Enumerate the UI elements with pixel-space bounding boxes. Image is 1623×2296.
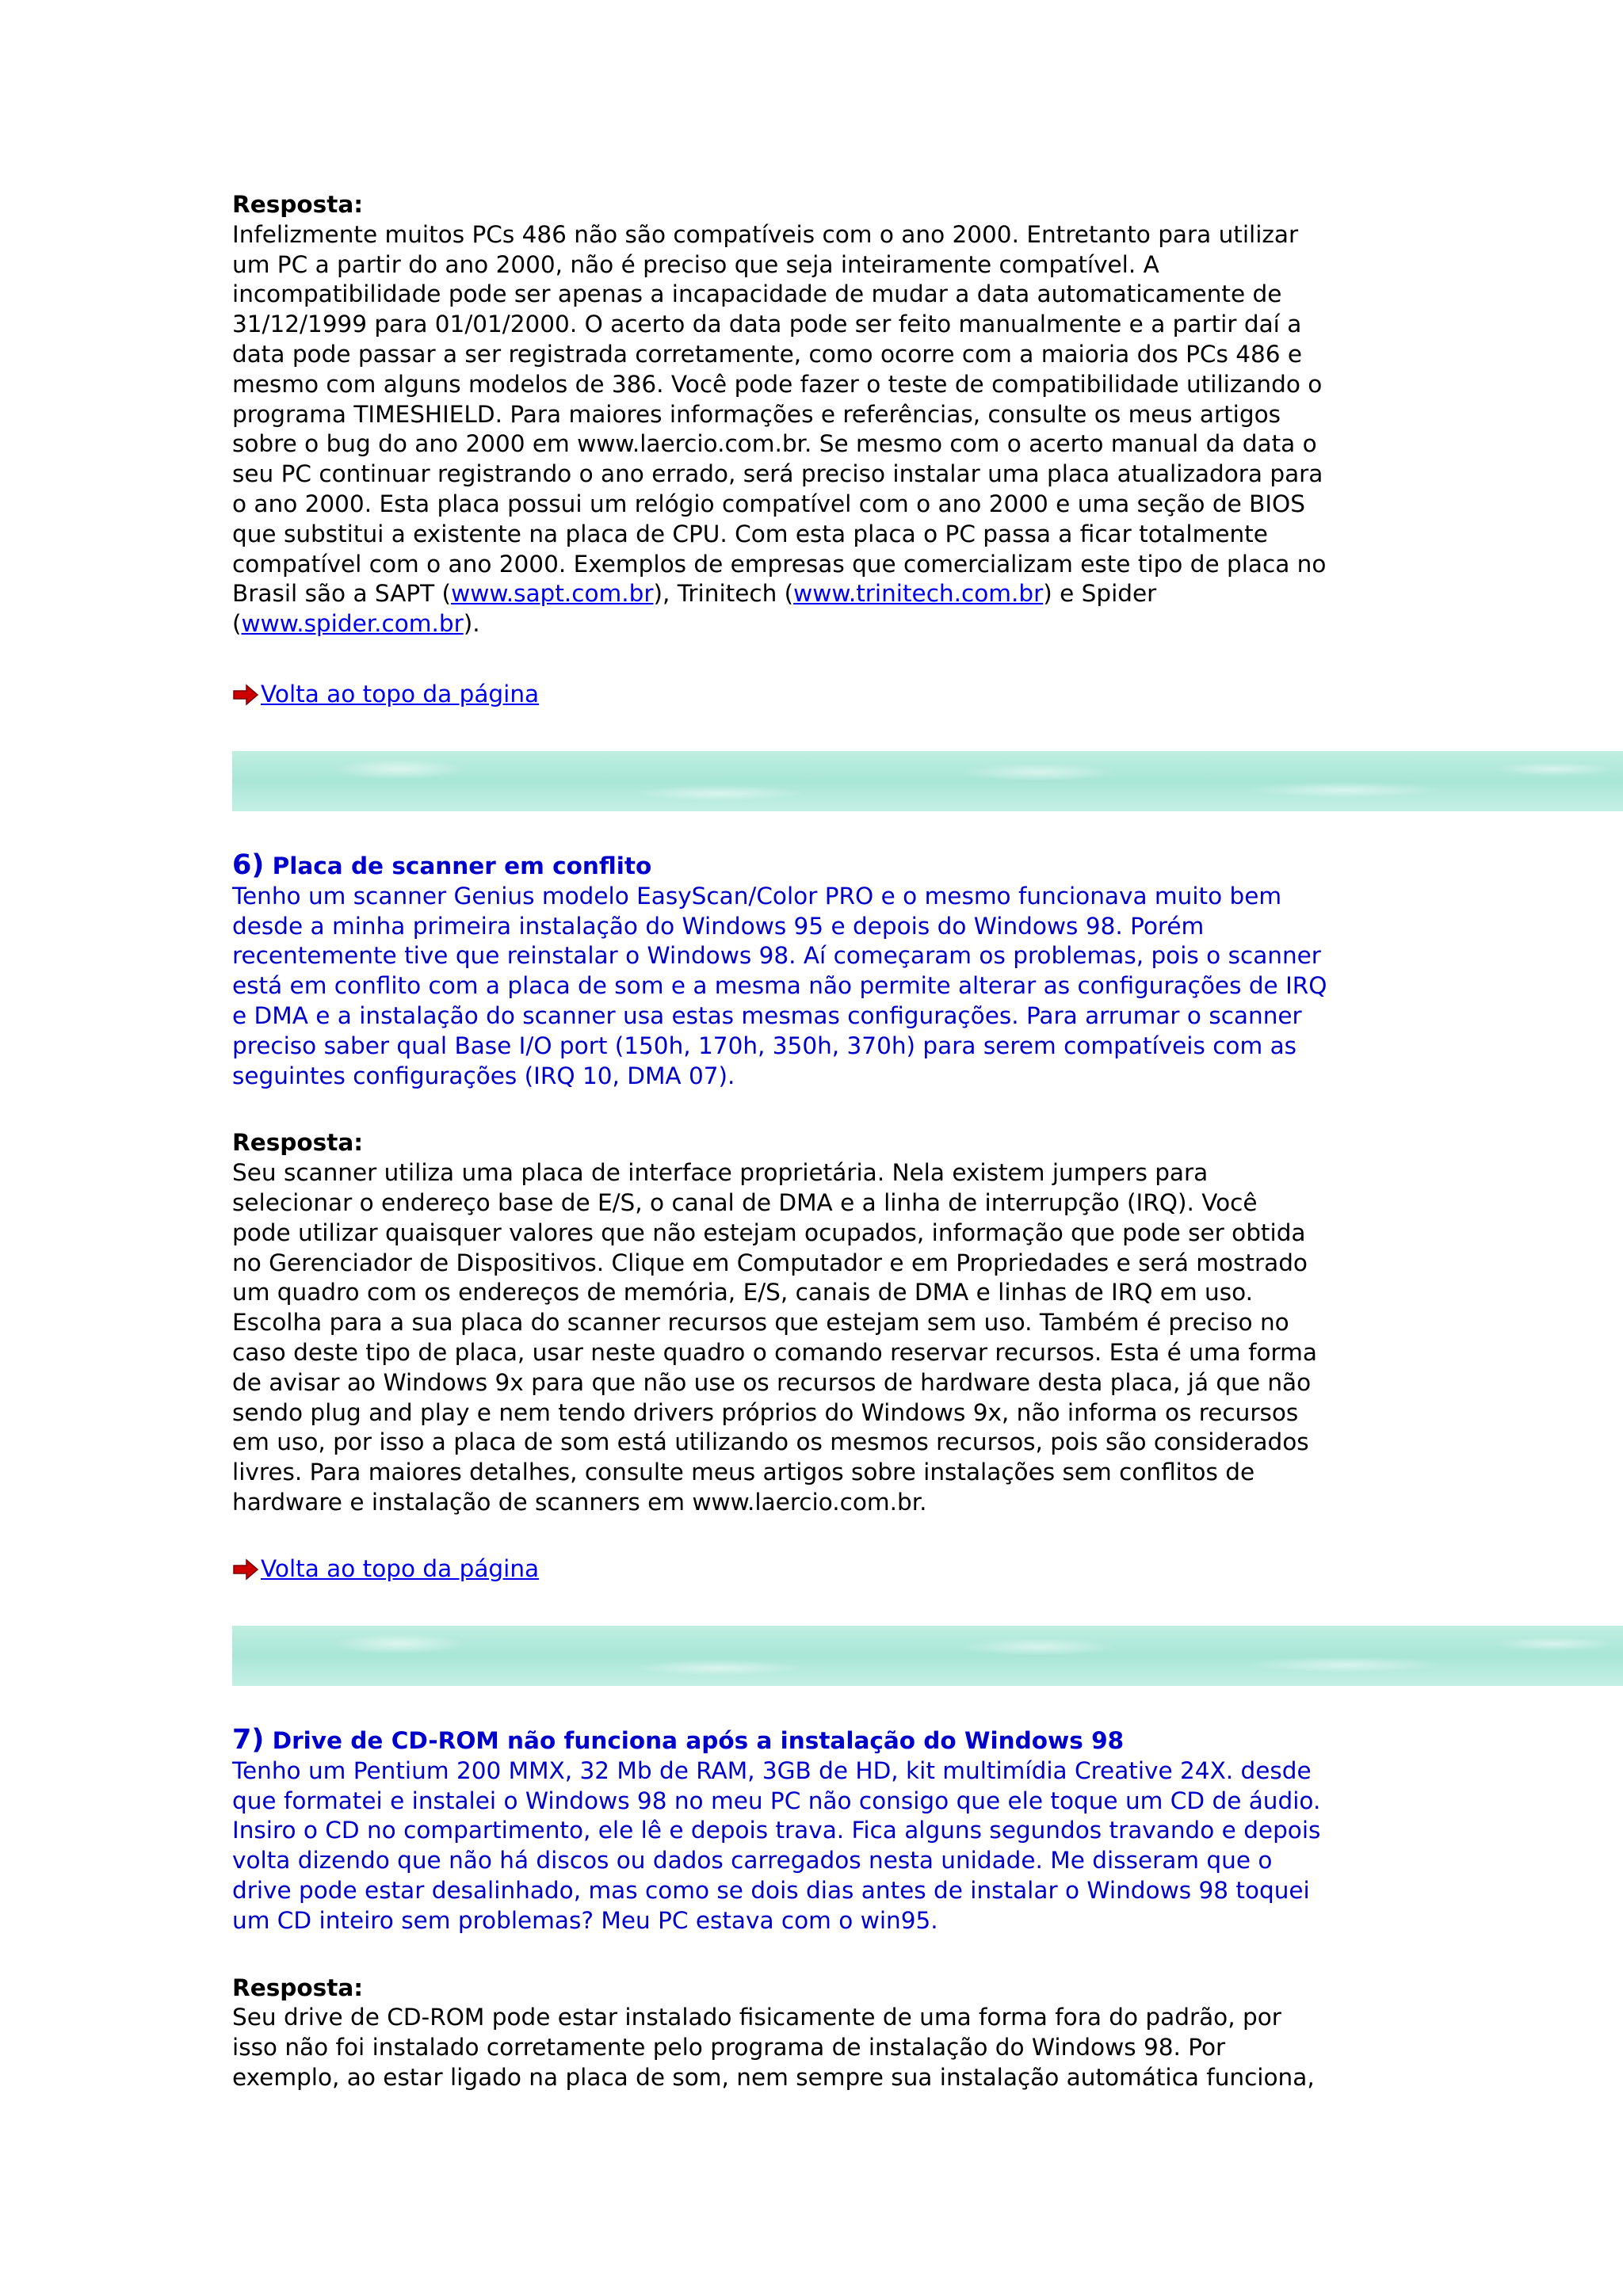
answer-line: um PC a partir do ano 2000, não é preciso que seja inteiramente compatível. A [232,250,1159,278]
section-divider [232,751,1623,811]
answer-line: que substitui a existente na placa de CPU. Com esta placa o PC passa a ficar totalmente [232,520,1268,547]
answer-line: isso não foi instalado corretamente pelo programa de instalação do Windows 98. Por [232,2034,1226,2061]
question-line: Tenho um Pentium 200 MMX, 32 Mb de RAM, 3GB de HD, kit multimídia Creative 24X. desde [232,1756,1312,1784]
section-5-answer [232,190,1405,639]
answer-line: Escolha para a sua placa do scanner recursos que estejam sem uso. Também é preciso no [232,1309,1289,1337]
red-arrow-icon [232,1558,259,1581]
question-line: volta dizendo que não há discos ou dados carregados nesta unidade. Me disseram que o [232,1847,1273,1875]
answer-line: sendo plug and play e nem tendo drivers próprios do Windows 9x, não informa os recursos [232,1398,1299,1426]
question-title [232,1726,1405,1756]
answer-line: Seu scanner utiliza uma placa de interface proprietária. Nela existem jumpers para [232,1159,1209,1187]
answer-text-fragment: ( [232,610,242,638]
answer-text-fragment: ). [463,610,480,638]
question-line: Tenho um scanner Genius modelo EasyScan/Color PRO e o mesmo funcionava muito bem [232,882,1282,910]
answer-text [232,220,1405,639]
question-line: desde a minha primeira instalação do Windows 95 e depois do Windows 98. Porém [232,912,1205,940]
answer-line: o ano 2000. Esta placa possui um relógio compatível com o ano 2000 e uma seção de BIOS [232,490,1305,517]
question-text [232,1756,1405,1936]
question-heading: Drive de CD-ROM não funciona após a instalação do Windows 98 [272,1727,1125,1754]
link-trinitech[interactable]: www.trinitech.com.br [793,580,1044,608]
answer-text-fragment: ), Trinitech ( [653,580,794,608]
section-divider [232,1626,1623,1686]
back-to-top-link[interactable]: Volta ao topo da página [261,681,540,707]
answer-text-fragment: ) e Spider [1043,580,1157,608]
answer-line: Seu drive de CD-ROM pode estar instalado fisicamente de uma forma fora do padrão, por [232,2004,1281,2031]
question-line: e DMA e a instalação do scanner usa estas mesmas configurações. Para arrumar o scanner [232,1001,1302,1029]
answer-line: data pode passar a ser registrada corretamente, como ocorre com a maioria dos PCs 486 e [232,340,1303,368]
back-to-top [232,680,1405,710]
answer-text-fragment: Brasil são a SAPT ( [232,580,452,608]
answer-line: sobre o bug do ano 2000 em www.laercio.com.br. Se mesmo com o acerto manual da data o [232,430,1317,458]
question-text [232,882,1405,1092]
answer-line: um quadro com os endereços de memória, E/S, canais de DMA e linhas de IRQ em uso. [232,1279,1254,1306]
answer-line: de avisar ao Windows 9x para que não use os recursos de hardware desta placa, já que não [232,1368,1312,1396]
question-line: um CD inteiro sem problemas? Meu PC estava com o win95. [232,1906,938,1934]
question-line: drive pode estar desalinhado, mas como se dois dias antes de instalar o Windows 98 toquei [232,1876,1310,1904]
section-6 [232,851,1405,1518]
answer-line: programa TIMESHIELD. Para maiores informações e referências, consulte os meus artigos [232,400,1281,428]
answer-line: mesmo com alguns modelos de 386. Você pode fazer o teste de compatibilidade utilizando o [232,370,1323,398]
answer-line: Infelizmente muitos PCs 486 não são compatíveis com o ano 2000. Entretanto para utilizar [232,220,1299,248]
answer-line: selecionar o endereço base de E/S, o canal de DMA e a linha de interrupção (IRQ). Você [232,1188,1258,1216]
answer-line: exemplo, ao estar ligado na placa de som, nem sempre sua instalação automática funciona, [232,2063,1315,2091]
section-7 [232,1726,1405,2093]
link-spider[interactable]: www.spider.com.br [241,610,464,638]
question-line: está em conflito com a placa de som e a mesma não permite alterar as configurações de IRQ [232,972,1327,1000]
answer-line: livres. Para maiores detalhes, consulte meus artigos sobre instalações sem conflitos de [232,1459,1255,1486]
question-heading: Placa de scanner em conflito [272,852,652,879]
answer-line [232,609,1405,639]
answer-line: compatível com o ano 2000. Exemplos de empresas que comercializam este tipo de placa no [232,550,1327,578]
link-sapt[interactable]: www.sapt.com.br [451,580,654,608]
answer-label: Resposta: [232,191,364,218]
answer-text [232,2003,1405,2092]
question-line: que formatei e instalei o Windows 98 no meu PC não consigo que ele toque um CD de áudio. [232,1787,1321,1814]
back-to-top-link[interactable]: Volta ao topo da página [261,1555,540,1582]
answer-line: incompatibilidade pode ser apenas a incapacidade de mudar a data automaticamente de [232,280,1282,308]
answer-line: seu PC continuar registrando o ano errado, será preciso instalar uma placa atualizadora para [232,460,1323,488]
back-to-top [232,1554,1405,1585]
question-number: 6) [232,849,265,881]
answer-line: hardware e instalação de scanners em www.laercio.com.br. [232,1488,927,1516]
question-title [232,851,1405,882]
red-arrow-icon [232,684,259,706]
answer-label: Resposta: [232,1974,364,2001]
answer-line: 31/12/1999 para 01/01/2000. O acerto da data pode ser feito manualmente e a partir daí a [232,311,1302,338]
answer-text [232,1158,1405,1518]
question-number: 7) [232,1724,265,1756]
answer-line: em uso, por isso a placa de som está utilizando os mesmos recursos, pois são considerados [232,1428,1309,1456]
answer-line [232,579,1405,609]
question-line: preciso saber qual Base I/O port (150h, 170h, 350h, 370h) para serem compatíveis com as [232,1032,1297,1059]
question-line: recentemente tive que reinstalar o Windows 98. Aí começaram os problemas, pois o scanner [232,942,1321,970]
answer-line: no Gerenciador de Dispositivos. Clique em Computador e em Propriedades e será mostrado [232,1249,1308,1276]
question-line: Insiro o CD no compartimento, ele lê e depois trava. Fica alguns segundos travando e depois [232,1817,1321,1844]
answer-line: caso deste tipo de placa, usar neste quadro o comando reservar recursos. Esta é uma forma [232,1338,1317,1366]
question-line: seguintes configurações (IRQ 10, DMA 07). [232,1062,735,1089]
answer-line: pode utilizar quaisquer valores que não estejam ocupados, informação que pode ser obtida [232,1219,1306,1246]
answer-label: Resposta: [232,1129,364,1157]
